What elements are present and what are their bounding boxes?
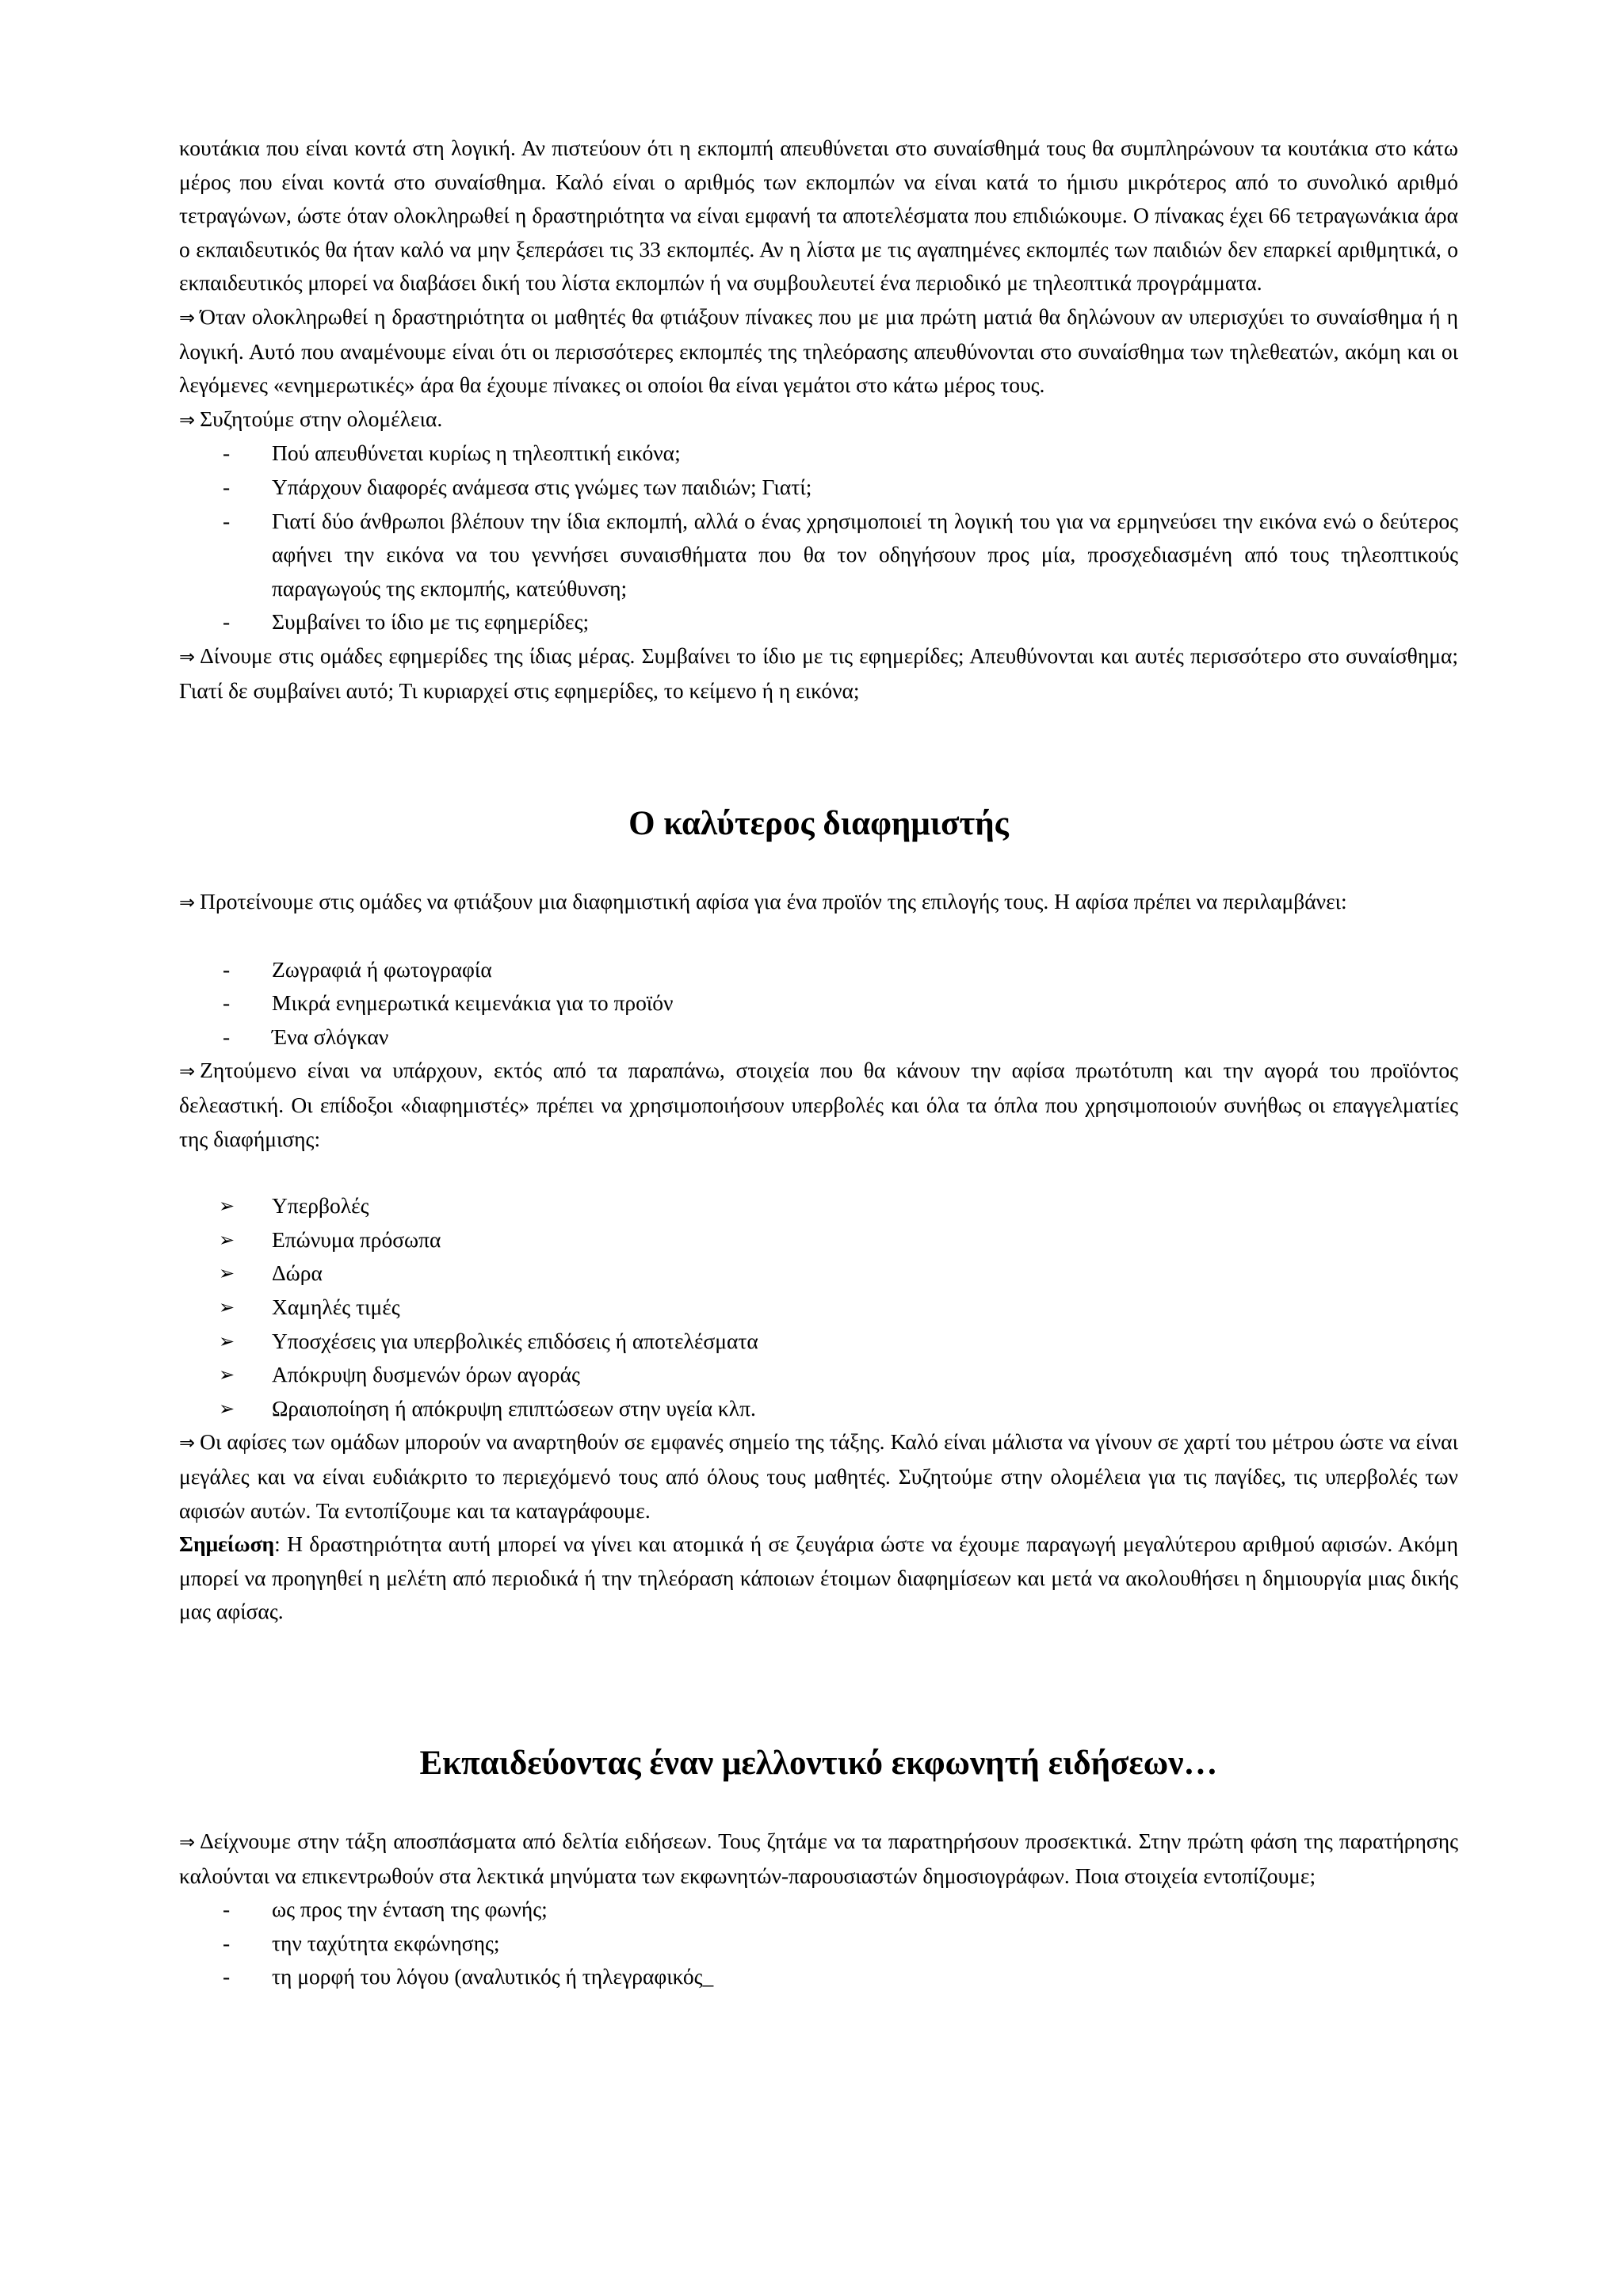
document-page (179, 132, 1458, 1994)
list-item (179, 1392, 1458, 1426)
list-item-text: ως προς την ένταση της φωνής; (272, 1897, 548, 1922)
list-item-text: Δώρα (272, 1261, 323, 1286)
paragraph-text: Όταν ολοκληρωθεί η δραστηριότητα οι μαθητές θα φτιάξουν πίνακες που με μια πρώτη ματιά θα δηλώνουν αν υπερισχύει το συναίσθημα ή η λογική. Αυτό που αναμένουμε είναι ότι οι περισσότερες εκπομπές της τηλεόρασης απευθύνονται στο συναίσθημα των τηλεθεατών, ακόμη και οι λεγόμενες «ενημερωτικές» άρα θα έχουμε πίνακες οι οποίοι θα είναι γεμάτοι στο κάτω μέρος τους. (179, 303, 1458, 398)
arrow-icon: ⇒ (179, 891, 196, 914)
list-item (179, 1189, 1458, 1223)
dash-marker: - (223, 474, 231, 499)
poster-requirements (179, 1054, 1458, 1156)
list-item (179, 437, 1458, 471)
section-heading-advertiser: Ο καλύτερος διαφημιστής (628, 805, 1009, 843)
dash-marker: - (223, 956, 231, 982)
list-item-text: Υπάρχουν διαφορές ανάμεσα στις γνώμες των παιδιών; Γιατί; (272, 474, 812, 499)
dash-marker: - (223, 441, 231, 466)
dash-marker: - (223, 1964, 231, 1989)
list-item-text: την ταχύτητα εκφώνησης; (272, 1930, 500, 1955)
list-item (179, 1358, 1458, 1392)
paragraph-text: Προτείνουμε στις ομάδες να φτιάξουν μια διαφημιστική αφίσα για ένα προϊόν της επιλογής τους. Η αφίσα πρέπει να περιλαμβάνει: (200, 889, 1347, 914)
intro-discussion-line (179, 402, 1458, 437)
arrow-icon: ⇒ (179, 408, 196, 431)
chevron-arrow-icon: ➢ (219, 1329, 235, 1352)
list-item-text: Ένα σλόγκαν (272, 1024, 389, 1049)
chevron-arrow-icon: ➢ (219, 1262, 235, 1285)
list-item-text: Υπερβολές (272, 1193, 369, 1219)
list-item-text: Μικρά ενημερωτικά κειμενάκια για το προϊόν (272, 990, 674, 1016)
list-item (179, 1960, 1458, 1994)
dash-marker: - (223, 1930, 231, 1955)
arrow-icon: ⇒ (179, 1830, 196, 1853)
list-item-text: Ζωγραφιά ή φωτογραφία (272, 956, 492, 982)
poster-elements-list (179, 953, 1458, 1055)
news-instructions (179, 1825, 1458, 1893)
list-item (179, 986, 1458, 1020)
list-item (179, 471, 1458, 505)
list-item (179, 505, 1458, 606)
chevron-arrow-icon: ➢ (219, 1397, 235, 1420)
note-label: Σημείωση (179, 1531, 275, 1557)
list-item (179, 1020, 1458, 1055)
dash-marker: - (223, 1024, 231, 1049)
list-item-text: Επώνυμα πρόσωπα (272, 1226, 441, 1252)
news-observation-list (179, 1893, 1458, 1994)
poster-instructions (179, 885, 1458, 920)
dash-marker: - (223, 990, 231, 1016)
paragraph-text: Δίνουμε στις ομάδες εφημερίδες της ίδιας μέρας. Συμβαίνει το ίδιο με τις εφημερίδες; Απευθύνονται και αυτές περισσότερο στο συναίσθημα; Γιατί δε συμβαίνει αυτό; Τι κυριαρχεί στις εφημερίδες, το κείμενο ή η εικόνα; (179, 643, 1458, 703)
dash-marker: - (223, 1897, 231, 1922)
paragraph-text: Δείχνουμε στην τάξη αποσπάσματα από δελτία ειδήσεων. Τους ζητάμε να τα παρατηρήσουν προσεκτικά. Στην πρώτη φάση της παρατήρησης καλούνται να επικεντρωθούν στα λεκτικά μηνύματα των εκφωνητών-παρουσιαστών δημοσιογράφων. Ποια στοιχεία εντοπίζουμε; (179, 1828, 1458, 1888)
intro-paragraph: κουτάκια που είναι κοντά στη λογική. Αν πιστεύουν ότι η εκπομπή απευθύνεται στο συναίσθημά τους θα συμπληρώνουν τα κουτάκια στο κάτω μέρος που είναι κοντά στο συναίσθημα. Καλό είναι ο αριθμός των εκπομπών να είναι κατά το ήμισυ μικρότερος από το συνολικό αριθμό τετραγώνων, ώστε όταν ολοκληρωθεί η δραστηριότητα να είναι εμφανή τα αποτελέσματα που επιδιώκουμε. Ο πίνακας έχει 66 τετραγωνάκια άρα ο εκπαιδευτικός θα ήταν καλό να μην ξεπεράσει τις 33 εκπομπές. Αν η λίστα με τις αγαπημένες εκπομπές των παιδιών δεν επαρκεί αριθμητικά, ο εκπαιδευτικός μπορεί να διαβάσει δική του λίστα εκπομπών ή να συμβουλευτεί ένα περιοδικό με τηλεοπτικά προγράμματα. (179, 135, 1458, 296)
paragraph-text: Συζητούμε στην ολομέλεια. (200, 406, 443, 431)
list-item-text: Υποσχέσεις για υπερβολικές επιδόσεις ή αποτελέσματα (272, 1328, 758, 1353)
arrow-icon: ⇒ (179, 1432, 196, 1455)
arrow-icon: ⇒ (179, 645, 196, 668)
poster-display-paragraph (179, 1425, 1458, 1527)
newspaper-paragraph (179, 639, 1458, 707)
chevron-arrow-icon: ➢ (219, 1195, 235, 1218)
arrow-icon: ⇒ (179, 306, 196, 329)
section-heading-newscaster: Εκπαιδεύοντας έναν μελλοντικό εκφωνητή ειδήσεων… (419, 1744, 1218, 1782)
list-item-text: Συμβαίνει το ίδιο με τις εφημερίδες; (272, 609, 590, 635)
arrow-icon: ⇒ (179, 1060, 196, 1083)
list-item (179, 953, 1458, 987)
note-text: : Η δραστηριότητα αυτή μπορεί να γίνει και ατομικά ή σε ζευγάρια ώστε να έχουμε παραγωγή μεγαλύτερου αριθμού αφισών. Ακόμη μπορεί να προηγηθεί η μελέτη από περιοδικά ή την τηλεόραση κάποιων έτοιμων διαφημίσεων και μετά να ακολουθήσει η δημιουργία μιας δικής μας αφίσας. (179, 1531, 1458, 1624)
list-item (179, 1291, 1458, 1325)
list-item (179, 1927, 1458, 1961)
list-item-text: Πού απευθύνεται κυρίως η τηλεοπτική εικόνα; (272, 441, 681, 466)
list-item-text: Χαμηλές τιμές (272, 1295, 400, 1320)
list-item-text: Απόκρυψη δυσμενών όρων αγοράς (272, 1362, 580, 1387)
advertising-tactics-list (179, 1189, 1458, 1425)
list-item-text: τη μορφή του λόγου (αναλυτικός ή τηλεγραφικός_ (272, 1964, 714, 1989)
intro-arrow-paragraph (179, 300, 1458, 402)
chevron-arrow-icon: ➢ (219, 1228, 235, 1251)
dash-marker: - (223, 508, 231, 533)
list-item-text: Ωραιοποίηση ή απόκρυψη επιπτώσεων στην υγεία κλπ. (272, 1395, 756, 1421)
list-item (179, 1223, 1458, 1257)
paragraph-text: Ζητούμενο είναι να υπάρχουν, εκτός από τα παραπάνω, στοιχεία που θα κάνουν την αφίσα πρωτότυπη και την αγορά του προϊόντος δελεαστική. Οι επίδοξοι «διαφημιστές» πρέπει να χρησιμοποιήσουν υπερβολές και όλα τα όπλα που χρησιμοποιούν συνήθως οι επαγγελματίες της διαφήμισης: (179, 1058, 1458, 1151)
chevron-arrow-icon: ➢ (219, 1363, 235, 1386)
chevron-arrow-icon: ➢ (219, 1296, 235, 1319)
list-item-text: Γιατί δύο άνθρωποι βλέπουν την ίδια εκπομπή, αλλά ο ένας χρησιμοποιεί τη λογική του για να ερμηνεύσει την εικόνα ενώ ο δεύτερος αφήνει την εικόνα να του γεννήσει συναισθήματα που θα τον οδηγήσουν προς μία, προσχεδιασμένη από τους τηλεοπτικούς παραγωγούς της εκπομπής, κατεύθυνση; (272, 508, 1458, 601)
list-item (179, 1893, 1458, 1927)
discussion-questions (179, 437, 1458, 639)
paragraph-text: Οι αφίσες των ομάδων μπορούν να αναρτηθούν σε εμφανές σημείο της τάξης. Καλό είναι μάλιστα να γίνουν σε χαρτί του μέτρου ώστε να είναι μεγάλες και να είναι ευδιάκριτο το περιεχόμενό τους από όλους τους μαθητές. Συζητούμε στην ολομέλεια για τις παγίδες, τις υπερβολές των αφισών αυτών. Τα εντοπίζουμε και τα καταγράφουμε. (179, 1429, 1458, 1523)
note-paragraph (179, 1527, 1458, 1629)
list-item (179, 1257, 1458, 1291)
list-item (179, 605, 1458, 639)
list-item (179, 1325, 1458, 1359)
dash-marker: - (223, 609, 231, 635)
